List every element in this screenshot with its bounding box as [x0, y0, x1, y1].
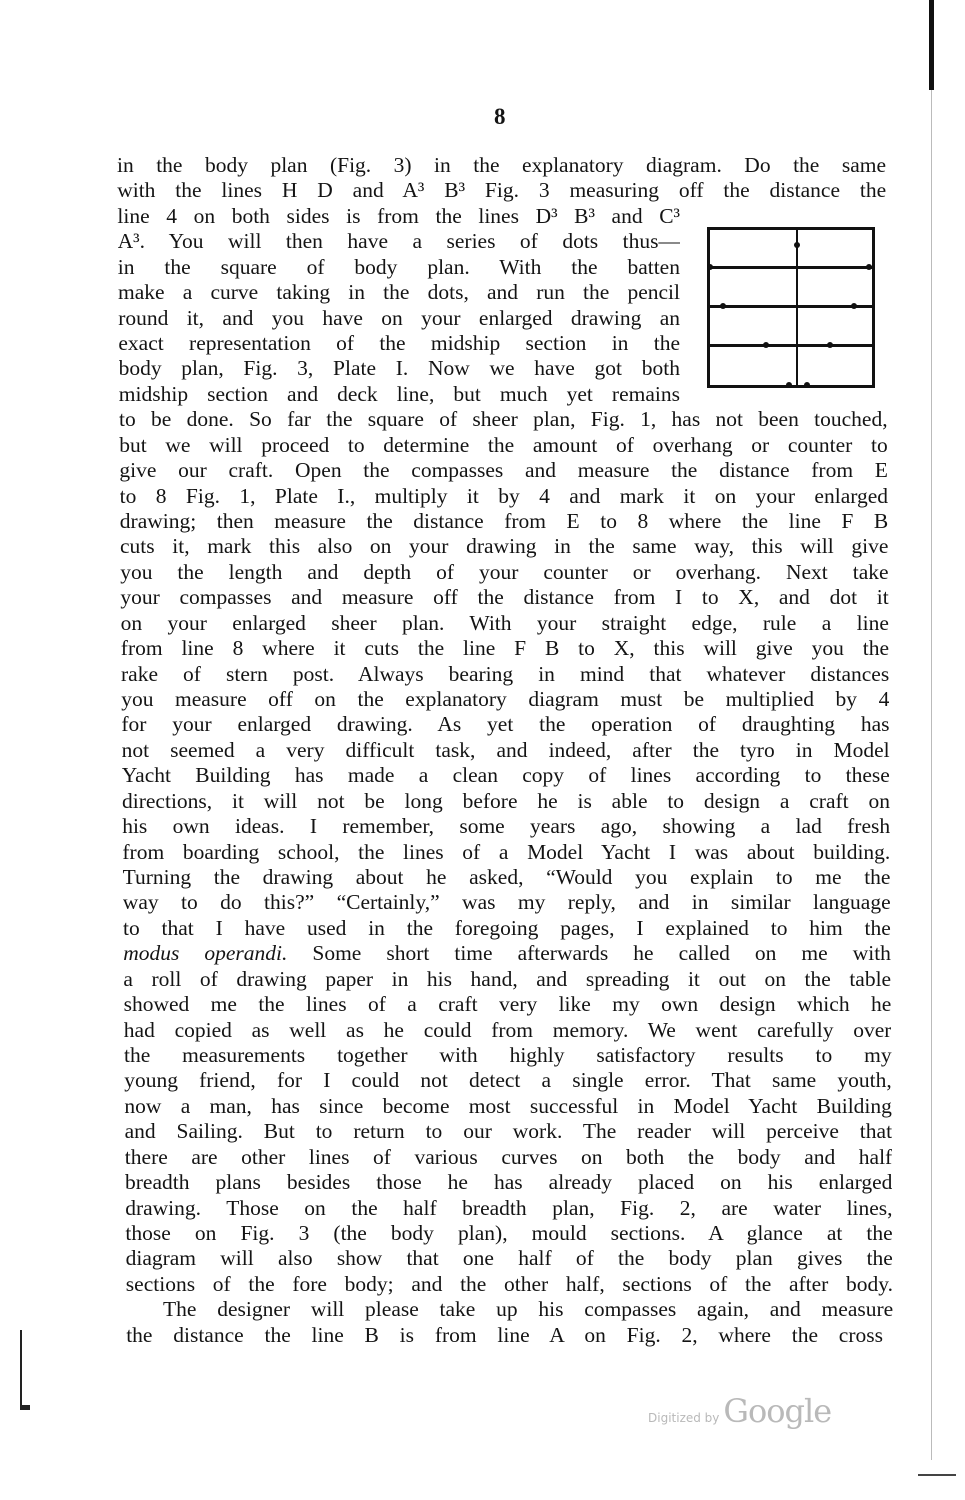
page-number: 8 — [494, 104, 506, 129]
figure-dot — [720, 303, 726, 309]
line-text: drawing; then measure the distance from E to 8 where the line F B — [119, 509, 889, 534]
line-text: a roll of drawing paper in his hand, and spreading it out on the table — [123, 966, 892, 991]
figure-dot — [804, 382, 810, 388]
line-text: his own ideas. I remember, some years ago, showing a lad fresh — [122, 814, 891, 839]
text-line — [121, 635, 889, 661]
line-text: the distance the line B is from line A on Fig. 2, where the cross — [126, 1322, 883, 1347]
text-line — [118, 305, 680, 331]
line-text: The designer will please take up his compasses again, and measure — [163, 1297, 894, 1322]
text-line — [124, 991, 892, 1017]
line-text: line 4 on both sides is from the lines D³ B³ and C³ — [117, 203, 680, 228]
text-line — [126, 1322, 883, 1348]
text-line — [121, 610, 889, 636]
line-text: the measurements together with highly satisfactory results to my — [124, 1043, 892, 1068]
text-line — [124, 1042, 892, 1068]
text-line — [121, 661, 889, 687]
text-line — [125, 1118, 892, 1144]
text-line — [117, 203, 680, 229]
text-line — [124, 1093, 892, 1119]
line-text: with the lines H D and A³ B³ Fig. 3 measuring off the distance the — [117, 178, 887, 203]
text-line — [123, 889, 891, 915]
line-text: not seemed a very difficult task, and indeed, after the tyro in Model — [121, 737, 890, 762]
line-text: you measure off on the explanatory diagram must be multiplied by 4 — [121, 687, 890, 712]
line-text: on your enlarged sheer plan. With your straight edge, rule a line — [120, 610, 889, 635]
line-text: in the body plan (Fig. 3) in the explanatory diagram. Do the same — [117, 153, 886, 177]
line-text: for your enlarged drawing. As yet the operation of draughting has — [121, 712, 890, 737]
text-line — [120, 559, 888, 585]
line-text: A³. You will then have a series of dots thus— — [117, 229, 680, 254]
body-plan-square-figure — [707, 227, 875, 388]
line-text: breadth plans besides those he has already placed on his enlarged — [125, 1170, 893, 1195]
figure-dot — [866, 264, 872, 270]
text-line — [126, 1271, 893, 1297]
figure-dot — [763, 342, 769, 348]
line-text: Turning the drawing about he asked, “Would you explain to me the — [122, 865, 891, 890]
text-line — [120, 508, 888, 534]
line-text: from boarding school, the lines of a Model Yacht I was about building. — [122, 839, 891, 864]
text-line — [119, 457, 888, 483]
text-line — [118, 254, 680, 280]
line-text: to be done. So far the square of sheer plan, Fig. 1, has not been touched, — [119, 407, 888, 432]
line-text: to that I have used in the foregoing pages, I explained to him the — [123, 915, 891, 940]
text-line — [125, 1144, 892, 1170]
line-text: drawing. Those on the half breadth plan, Fig. 2, are water lines, — [125, 1195, 893, 1220]
text-line — [123, 915, 891, 941]
figure-dot — [794, 242, 800, 248]
line-text: you the length and depth of your counter or overhang. Next take — [120, 559, 889, 584]
line-text: give our craft. Open the compasses and measure the distance from E — [119, 458, 888, 483]
figure-horizontal-line — [710, 266, 872, 269]
text-line — [117, 177, 886, 203]
line-text: round it, and you have on your enlarged drawing an — [118, 305, 680, 330]
text-line — [124, 1067, 892, 1093]
scan-corner-mark — [20, 1405, 30, 1410]
text-line — [118, 228, 680, 254]
google-watermark — [648, 1392, 831, 1430]
line-text: Some short time afterwards he called on me with — [287, 941, 891, 966]
text-line — [125, 1220, 892, 1246]
text-line — [123, 966, 891, 992]
text-line — [123, 864, 891, 890]
line-text: make a curve taking in the dots, and run the pencil — [118, 280, 680, 305]
line-text: showed me the lines of a craft very like my own design which he — [123, 992, 892, 1017]
watermark-logo-text: Google — [723, 1392, 832, 1430]
text-line — [119, 432, 888, 458]
text-line — [120, 533, 888, 559]
line-text: exact representation of the midship section in the — [118, 331, 680, 355]
line-text: those on Fig. 3 (the body plan), mould sections. A glance at the — [125, 1221, 893, 1246]
text-line — [121, 711, 889, 737]
line-text: in the square of body plan. With the batten — [117, 254, 680, 279]
line-text: rake of stern post. Always bearing in mind that whatever distances — [121, 661, 890, 686]
figure-horizontal-line — [710, 305, 872, 308]
text-line — [123, 940, 891, 966]
scan-edge-mark — [929, 0, 934, 90]
italic-phrase: modus operandi. — [123, 941, 288, 966]
text-line — [118, 279, 680, 305]
line-text: your compasses and measure off the distance from I to X, and dot it — [120, 585, 889, 610]
text-line — [119, 355, 680, 381]
scan-edge-mark — [931, 90, 932, 1460]
line-text: way to do this?” “Certainly,” was my reply, and in similar language — [122, 890, 891, 915]
line-text: from line 8 where it cuts the line F B to X, this will give you the — [120, 636, 890, 661]
text-line — [125, 1169, 892, 1195]
text-line — [163, 1296, 893, 1322]
text-line — [122, 813, 890, 839]
line-text: but we will proceed to determine the amount of overhang or counter to — [119, 432, 888, 457]
text-line — [122, 762, 890, 788]
text-line — [119, 406, 888, 432]
line-text: had copied as well as he could from memory. We went carefully over — [123, 1017, 892, 1042]
text-line — [124, 1017, 892, 1043]
text-line — [120, 584, 888, 610]
text-line — [122, 788, 890, 814]
line-text: there are other lines of various curves on both the body and half — [124, 1144, 893, 1169]
text-line — [126, 1245, 893, 1271]
figure-horizontal-line — [710, 344, 872, 347]
text-line — [122, 839, 890, 865]
text-line — [122, 737, 890, 763]
text-line — [125, 1195, 892, 1221]
line-text: now a man, has since become most successful in Model Yacht Building — [124, 1093, 892, 1118]
figure-dot — [851, 303, 857, 309]
line-text: young friend, for I could not detect a single error. That same youth, — [124, 1068, 892, 1093]
line-text: sections of the fore body; and the other half, sections of the after body. — [125, 1271, 894, 1296]
text-line — [117, 152, 886, 178]
line-text: cuts it, mark this also on your drawing in the same way, this will give — [120, 534, 889, 559]
text-line — [120, 483, 888, 509]
scan-corner-mark — [20, 1330, 22, 1410]
line-text: Yacht Building has made a clean copy of lines according to these — [121, 763, 890, 788]
line-text: body plan, Fig. 3, Plate I. Now we have got both — [118, 356, 680, 381]
figure-dot — [827, 342, 833, 348]
text-line — [121, 686, 889, 712]
figure-dot — [707, 264, 713, 270]
watermark-small-text: Digitized by — [648, 1411, 720, 1425]
line-text: directions, it will not be long before he is able to design a craft on — [122, 788, 890, 813]
line-text: diagram will also show that one half of the body plan gives the — [125, 1246, 893, 1271]
text-line — [118, 330, 680, 356]
line-text: to 8 Fig. 1, Plate I., multiply it by 4 and mark it on your enlarged — [119, 483, 889, 508]
figure-dot — [786, 382, 792, 388]
line-text: midship section and deck line, but much yet remains — [118, 381, 680, 406]
scan-corner-mark — [918, 1474, 956, 1476]
text-line — [119, 381, 680, 407]
line-text: and Sailing. But to return to our work. The reader will perceive that — [124, 1119, 893, 1144]
